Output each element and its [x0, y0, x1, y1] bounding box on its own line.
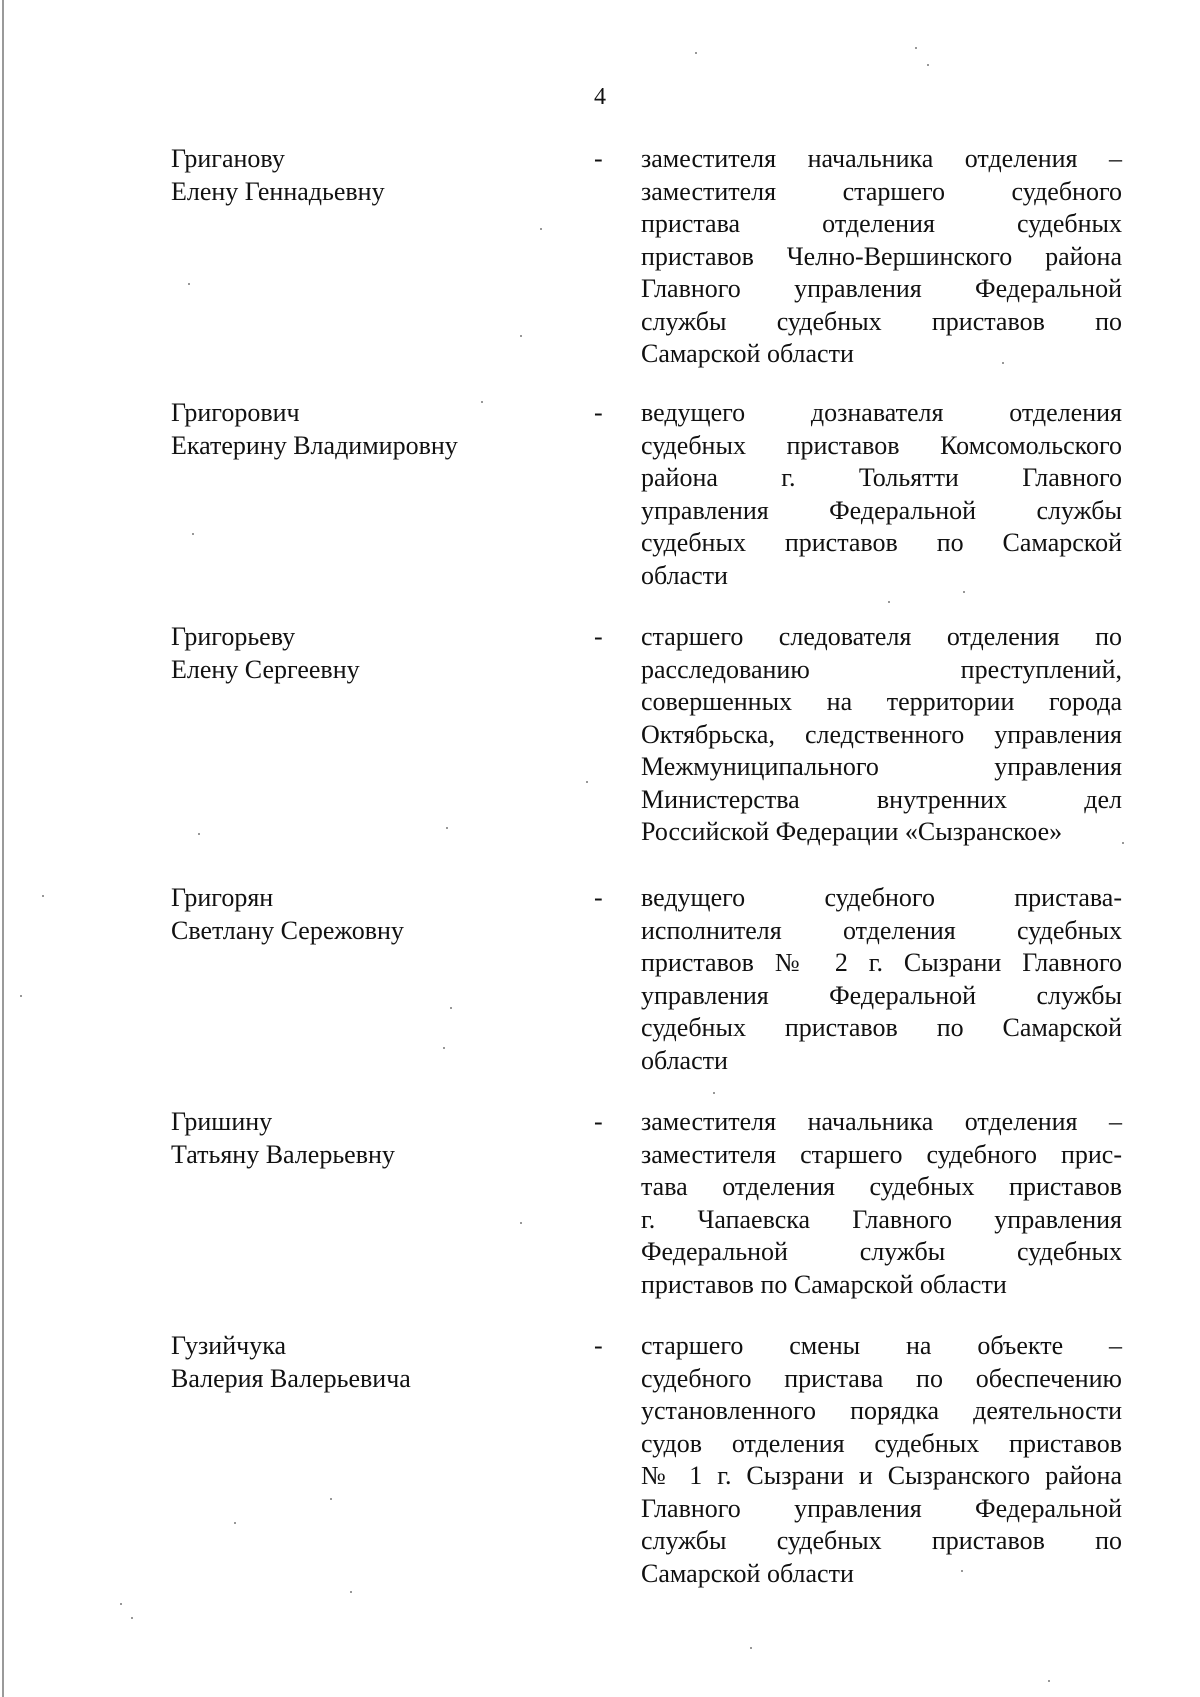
description-line: г. Чапаевска Главного управления [641, 1204, 1122, 1234]
scan-speck [520, 1222, 522, 1224]
position-description [641, 1106, 1122, 1301]
scan-speck [713, 1092, 715, 1094]
dash: - [594, 1331, 603, 1360]
scan-speck [450, 1007, 452, 1009]
given-names: Светлану Сережовну [171, 915, 404, 945]
scan-speck [540, 228, 542, 230]
description-line: совершенных на территории города [641, 687, 1122, 716]
given-names: Екатерину Владимировну [171, 430, 458, 460]
scan-speck [446, 827, 448, 829]
scan-speck [961, 1570, 963, 1572]
description-line: судов отделения судебных приставов [641, 1428, 1122, 1458]
description-line: приставов № 2 г. Сызрани Главного [641, 948, 1122, 977]
description-line: судебных приставов Комсомольского [641, 430, 1122, 460]
description-line: Федеральной службы судебных [641, 1237, 1122, 1266]
scan-speck [520, 335, 522, 337]
scan-speck [927, 64, 929, 66]
description-line: Российской Федерации «Сызранское» [641, 817, 1063, 846]
description-line: Октябрьска, следственного управления [641, 719, 1122, 749]
surname: Григорян [171, 883, 274, 912]
scan-speck [120, 1603, 122, 1605]
description-line: старшего следователя отделения по [641, 622, 1122, 651]
description-line: ведущего судебного пристава- [641, 883, 1122, 912]
dash: - [594, 622, 603, 651]
description-line: службы судебных приставов по [641, 1526, 1122, 1555]
scan-speck [192, 533, 194, 535]
description-line: управления Федеральной службы [641, 980, 1122, 1010]
description-line: заместителя начальника отделения – [641, 1107, 1122, 1136]
position-description [641, 1330, 1122, 1590]
description-line: пристава отделения судебных [641, 209, 1122, 238]
description-line: приставов по Самарской области [641, 1269, 1007, 1299]
description-line: области [641, 560, 728, 590]
dash: - [594, 144, 603, 173]
person-name [171, 1330, 541, 1395]
description-line: судебных приставов по Самарской [641, 1013, 1122, 1042]
description-line: управления Федеральной службы [641, 495, 1122, 525]
given-names: Валерия Валерьевича [171, 1363, 411, 1393]
surname: Григанову [171, 144, 285, 173]
description-line: Межмуниципального управления [641, 752, 1122, 781]
description-line: Главного управления Федеральной [641, 1493, 1122, 1523]
scan-speck [481, 401, 483, 403]
description-line: ведущего дознавателя отделения [641, 398, 1122, 427]
description-line: расследованию преступлений, [641, 654, 1122, 684]
scan-speck [42, 895, 44, 897]
scan-speck [20, 995, 22, 997]
description-line: заместителя старшего судебного [641, 176, 1122, 206]
scan-speck [234, 1522, 236, 1524]
description-line: приставов Челно-Вершинского района [641, 241, 1122, 271]
scan-speck [695, 52, 697, 54]
position-description [641, 143, 1122, 371]
position-description [641, 882, 1122, 1077]
description-line: судебного пристава по обеспечению [641, 1363, 1122, 1393]
scan-speck [131, 1617, 133, 1619]
description-line: службы судебных приставов по [641, 306, 1122, 336]
scan-speck [915, 47, 917, 49]
description-line: Главного управления Федеральной [641, 274, 1122, 303]
description-line: области [641, 1045, 728, 1075]
position-description [641, 621, 1122, 849]
given-names: Елену Геннадьевну [171, 176, 385, 206]
scan-speck [963, 591, 965, 593]
position-description [641, 397, 1122, 592]
scan-speck [443, 1047, 445, 1049]
scan-speck [330, 1498, 332, 1500]
surname: Григорьеву [171, 622, 296, 651]
scan-speck [888, 601, 890, 603]
description-line: района г. Тольятти Главного [641, 463, 1122, 492]
scan-speck [350, 1591, 352, 1593]
description-line: установленного порядка деятельности [641, 1396, 1122, 1425]
given-names: Елену Сергеевну [171, 654, 360, 684]
description-line: Самарской области [641, 339, 854, 368]
scan-speck [1122, 842, 1124, 844]
description-line: заместителя старшего судебного прис- [641, 1139, 1122, 1169]
description-line: Министерства внутренних дел [641, 784, 1122, 814]
page-number: 4 [594, 84, 606, 110]
scan-speck [586, 781, 588, 783]
scan-speck [750, 1647, 752, 1649]
person-name [171, 882, 541, 947]
description-line: исполнителя отделения судебных [641, 915, 1122, 945]
scan-speck [1002, 362, 1004, 364]
person-name [171, 397, 541, 462]
dash: - [594, 883, 603, 912]
description-line: старшего смены на объекте – [641, 1331, 1122, 1360]
description-line: тава отделения судебных приставов [641, 1172, 1122, 1201]
dash: - [594, 398, 603, 427]
given-names: Татьяну Валерьевну [171, 1139, 395, 1169]
scan-speck [1048, 1680, 1050, 1682]
person-name [171, 143, 541, 208]
dash: - [594, 1107, 603, 1136]
person-name [171, 621, 541, 686]
description-line: № 1 г. Сызрани и Сызранского района [641, 1461, 1122, 1490]
surname: Гузийчука [171, 1331, 286, 1360]
surname: Гришину [171, 1107, 273, 1136]
scan-speck [188, 283, 190, 285]
description-line: Самарской области [641, 1558, 854, 1588]
scan-speck [198, 833, 200, 835]
person-name [171, 1106, 541, 1171]
description-line: судебных приставов по Самарской [641, 528, 1122, 557]
description-line: заместителя начальника отделения – [641, 144, 1122, 173]
surname: Григорович [171, 398, 300, 427]
